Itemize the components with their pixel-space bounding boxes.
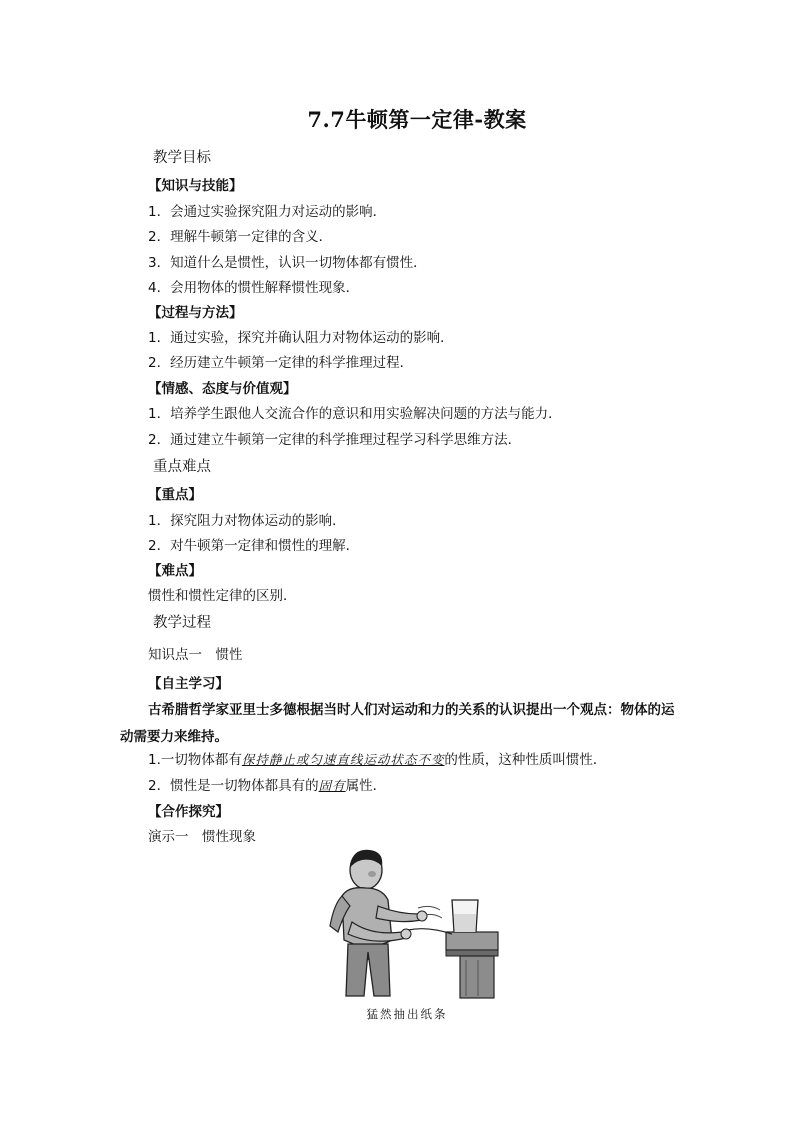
table-edge bbox=[446, 950, 498, 956]
emotion-item-2: 2．通过建立牛顿第一定律的科学推理过程学习科学思维方法． bbox=[148, 432, 522, 448]
aristotle-paragraph: 古希腊哲学家亚里士多德根据当时人们对运动和力的关系的认识提出一个观点：物体的运动需要力来维持。 bbox=[120, 702, 675, 745]
knowledge-point-1: 知识点一 惯性 bbox=[148, 647, 243, 663]
section-key-difficult: 重点难点 bbox=[153, 459, 211, 475]
subsection-key-points: 【重点】 bbox=[148, 487, 202, 503]
emotion-item-1: 1．培养学生跟他人交流合作的意识和用实验解决问题的方法与能力． bbox=[148, 406, 562, 422]
knowledge-item-3: 3．知道什么是惯性，认识一切物体都有惯性． bbox=[148, 255, 427, 271]
demo-1-heading: 演示一 惯性现象 bbox=[148, 829, 256, 845]
section-teaching-goals: 教学目标 bbox=[153, 150, 211, 166]
paper-strip bbox=[408, 929, 452, 934]
section-teaching-process: 教学过程 bbox=[153, 615, 211, 631]
difficult-item-1: 惯性和惯性定律的区别． bbox=[148, 588, 297, 604]
knowledge-item-2: 2．理解牛顿第一定律的含义． bbox=[148, 229, 333, 245]
process-item-2: 2．经历建立牛顿第一定律的科学推理过程． bbox=[148, 355, 414, 371]
question-1-suffix: 的性质，这种性质叫惯性． bbox=[444, 752, 607, 768]
boy-arm-right bbox=[376, 906, 422, 922]
subsection-self-study: 【自主学习】 bbox=[148, 676, 229, 692]
boy-trousers bbox=[346, 944, 390, 996]
key-item-2: 2．对牛顿第一定律和惯性的理解． bbox=[148, 538, 360, 554]
document-title: 7.7牛顿第一定律-教案 bbox=[307, 107, 527, 132]
key-item-1: 1．探究阻力对物体运动的影响． bbox=[148, 513, 346, 529]
knowledge-item-1: 1．会通过实验探究阻力对运动的影响． bbox=[148, 204, 387, 220]
question-1-answer: 保持静止或匀速直线运动状态不变 bbox=[241, 752, 445, 767]
question-2 bbox=[148, 777, 386, 795]
knowledge-item-4: 4．会用物体的惯性解释惯性现象． bbox=[148, 280, 360, 296]
subsection-process-methods: 【过程与方法】 bbox=[148, 305, 243, 321]
question-2-answer: 固有 bbox=[318, 778, 346, 793]
subsection-difficult-points: 【难点】 bbox=[148, 563, 202, 579]
question-2-prefix: 2．惯性是一切物体都具有的 bbox=[148, 778, 319, 794]
figure-caption: 猛然抽出纸条 bbox=[366, 1007, 448, 1021]
table-leg bbox=[460, 956, 494, 998]
question-2-suffix: 属性． bbox=[345, 778, 387, 794]
subsection-knowledge-skills: 【知识与技能】 bbox=[148, 178, 243, 194]
table-top bbox=[446, 932, 498, 950]
subsection-emotion-values: 【情感、态度与价值观】 bbox=[148, 381, 297, 397]
subsection-cooperative-inquiry: 【合作探究】 bbox=[148, 804, 229, 820]
boy-pulling-paper-illustration bbox=[318, 848, 502, 1000]
process-item-1: 1．通过实验，探究并确认阻力对物体运动的影响． bbox=[148, 330, 454, 346]
question-1 bbox=[148, 751, 606, 769]
question-1-prefix: 1.一切物体都有 bbox=[148, 752, 242, 768]
